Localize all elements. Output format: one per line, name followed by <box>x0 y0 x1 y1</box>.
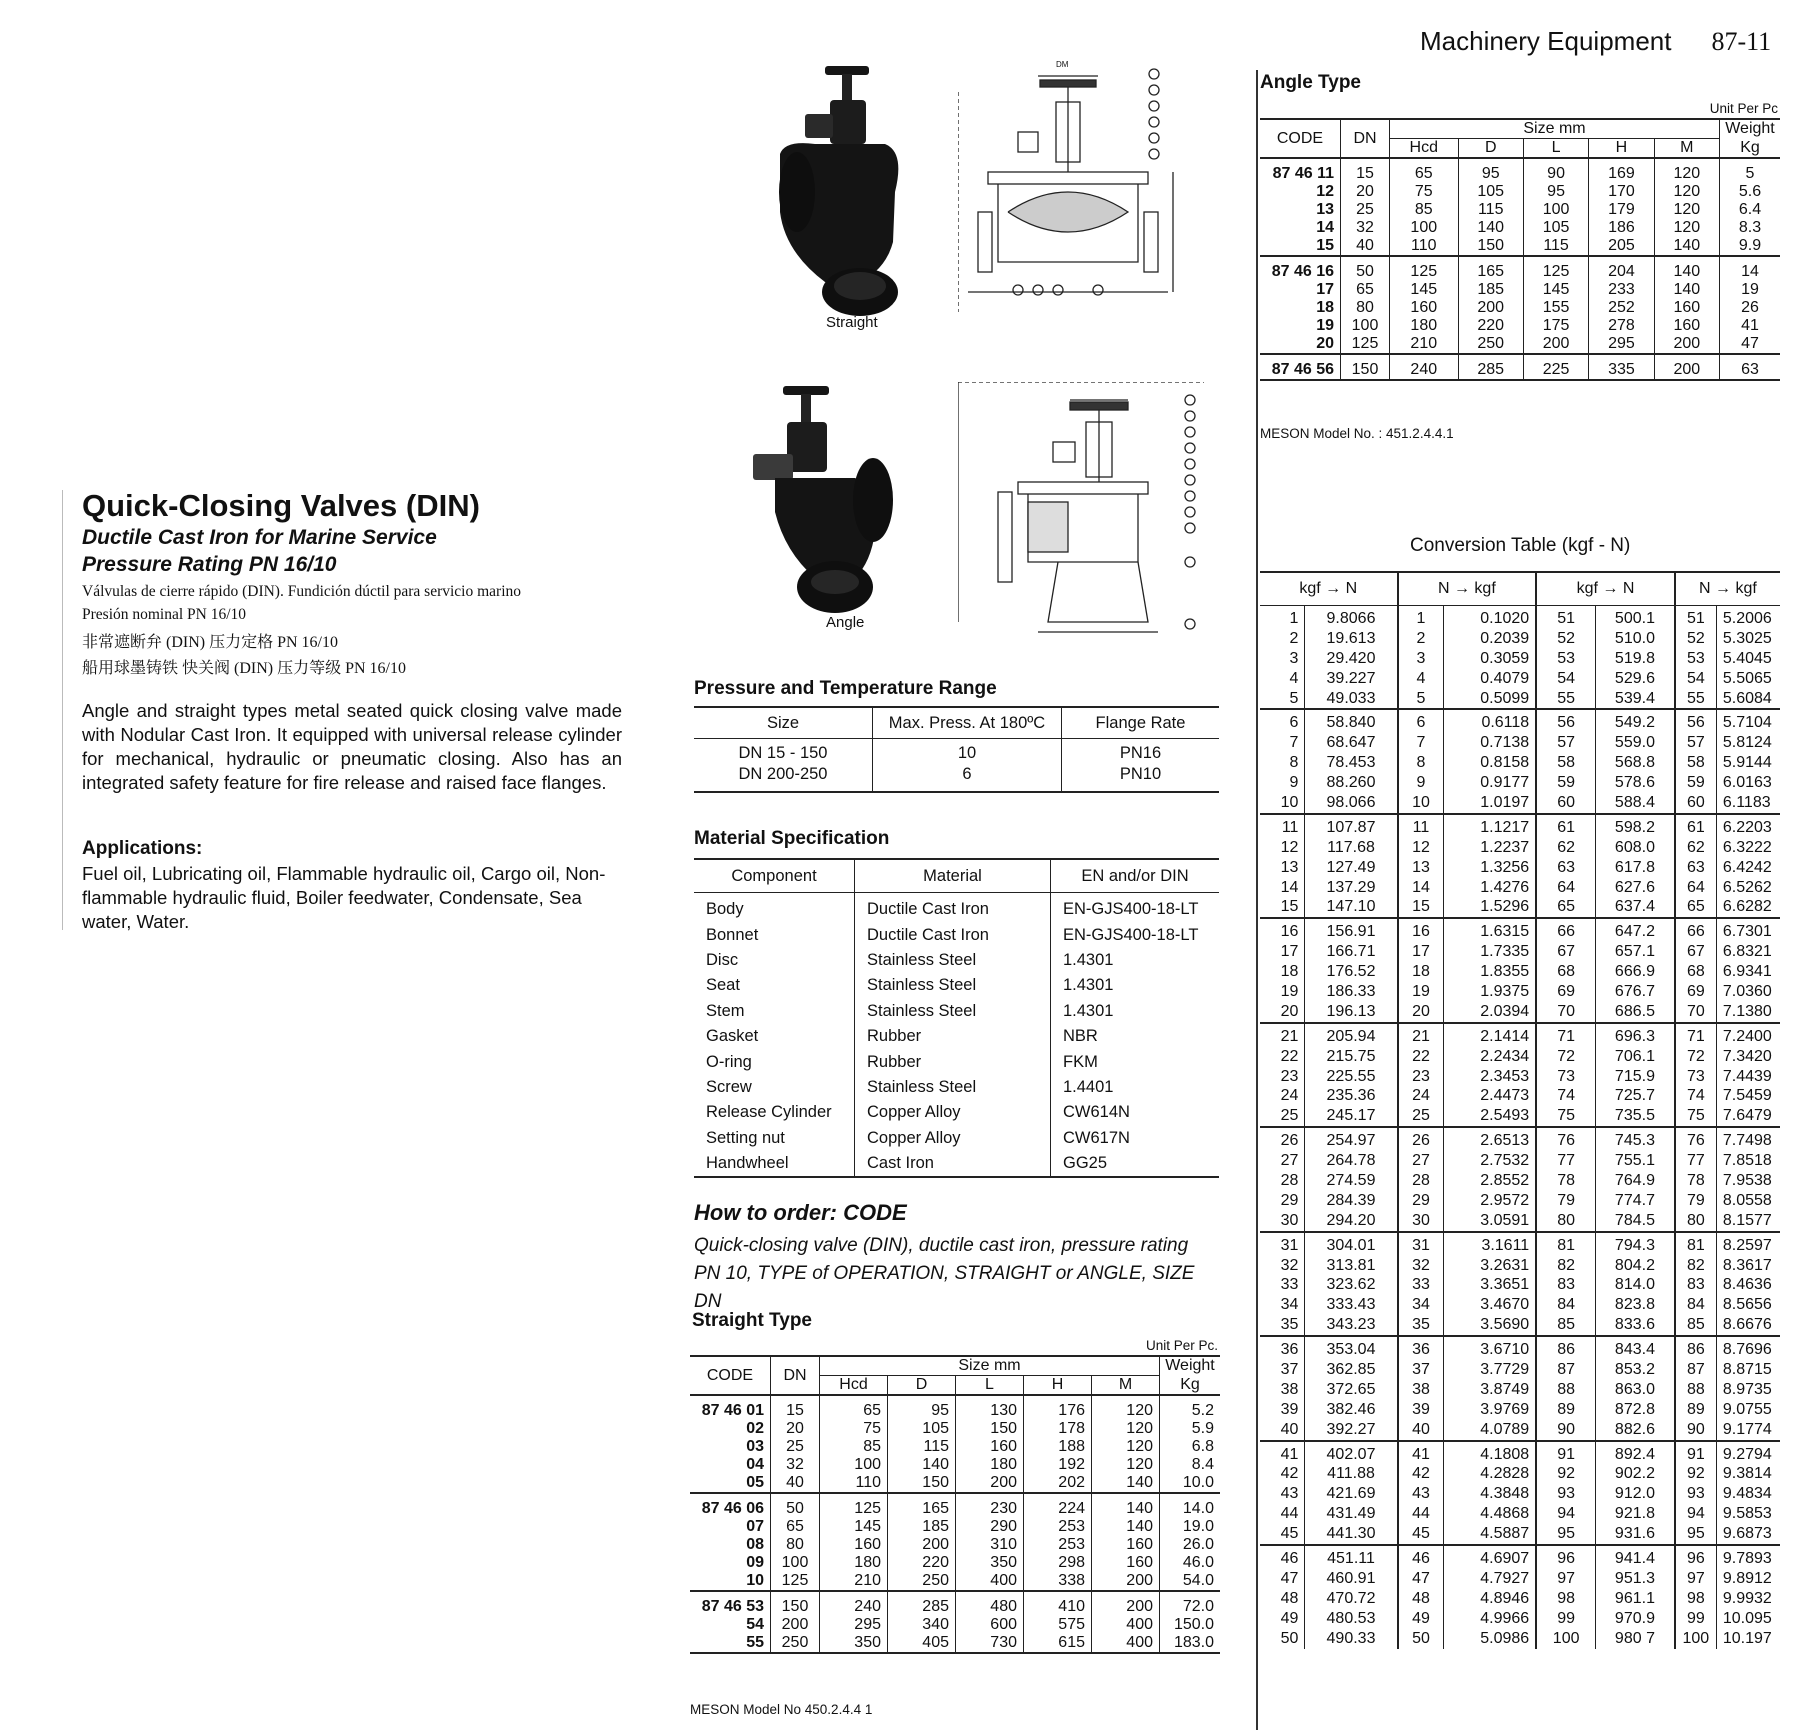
conv-head-2: N → kgf <box>1398 572 1537 606</box>
table-row: 6 58.840 6 0.6118 56 549.2 56 5.7104 <box>1260 709 1780 733</box>
straight-caption: Straight <box>826 314 878 331</box>
col-hcd: Hcd <box>820 1376 888 1396</box>
table-row: 13 127.49 13 1.3256 63 617.8 63 6.4242 <box>1260 858 1780 878</box>
table-row: 41 402.07 41 4.1808 91 892.4 91 9.2794 <box>1260 1441 1780 1465</box>
straight-unit: Unit Per Pc. <box>1145 1338 1218 1353</box>
table-row: Bonnet Ductile Cast Iron EN-GJS400-18-LT <box>694 922 1219 947</box>
table-row: 45 441.30 45 4.5887 95 931.6 95 9.6873 <box>1260 1524 1780 1545</box>
col-l: L <box>1523 139 1588 159</box>
table-row: 7 68.647 7 0.7138 57 559.0 57 5.8124 <box>1260 733 1780 753</box>
table-row: 11 107.87 11 1.1217 61 598.2 61 6.2203 <box>1260 814 1780 838</box>
table-row: 05 40 110 150 200 202 140 10.0 <box>690 1474 1220 1493</box>
table-row: Release Cylinder Copper Alloy CW614N <box>694 1100 1219 1125</box>
pressure-rating-subtitle: Pressure Rating PN 16/10 <box>82 553 337 576</box>
applications-text: Fuel oil, Lubricating oil, Flammable hydraulic oil, Cargo oil, Non-flammable hydraulic fluid, Boiler feedwater, Condensate, Sea water, Water. <box>82 863 606 932</box>
margin-rule <box>62 490 63 930</box>
material-table <box>694 858 1219 1178</box>
product-subtitle: Ductile Cast Iron for Marine Service <box>82 526 437 549</box>
col-code: CODE <box>690 1356 771 1395</box>
table-row: Gasket Rubber NBR <box>694 1024 1219 1049</box>
straight-valve-photo <box>745 62 925 322</box>
material-col-component: Component <box>694 859 855 893</box>
applications-heading: Applications: <box>82 838 203 859</box>
table-row: 26 254.97 26 2.6513 76 745.3 76 7.7498 <box>1260 1127 1780 1151</box>
pressure-col-max: Max. Press. At 180ºC <box>873 707 1062 739</box>
col-size: Size mm <box>1390 119 1720 139</box>
table-row: 18 176.52 18 1.8355 68 666.9 68 6.9341 <box>1260 962 1780 982</box>
table-row: 49 480.53 49 4.9966 99 970.9 99 10.095 <box>1260 1609 1780 1629</box>
table-row: 33 323.62 33 3.3651 83 814.0 83 8.4636 <box>1260 1276 1780 1296</box>
angle-heading: Angle Type <box>1260 72 1361 93</box>
material-col-standard: EN and/or DIN <box>1051 859 1220 893</box>
table-row: DN 200-250 6 PN10 <box>694 764 1219 792</box>
col-d: D <box>1458 139 1523 159</box>
spanish-title: Válvulas de cierre rápido (DIN). Fundición dúctil para servicio marino <box>82 583 522 600</box>
table-row: 28 274.59 28 2.8552 78 764.9 78 7.9538 <box>1260 1171 1780 1191</box>
conversion-table <box>1260 571 1780 1649</box>
table-row: Seat Stainless Steel 1.4301 <box>694 973 1219 998</box>
col-m: M <box>1092 1376 1160 1396</box>
pressure-col-size: Size <box>694 707 873 739</box>
chinese-title: 船用球墨铸铁 快关阀 (DIN) 压力等级 PN 16/10 <box>82 660 406 677</box>
dm-label: DM <box>1056 60 1069 69</box>
table-row: 22 215.75 22 2.2434 72 706.1 72 7.3420 <box>1260 1047 1780 1067</box>
angle-valve-drawing <box>958 382 1208 642</box>
table-row: 04 32 100 140 180 192 120 8.4 <box>690 1456 1220 1474</box>
table-row: 43 421.69 43 4.3848 93 912.0 93 9.4834 <box>1260 1484 1780 1504</box>
table-row: 27 264.78 27 2.7532 77 755.1 77 7.8518 <box>1260 1151 1780 1171</box>
conv-head-1: kgf → N <box>1260 572 1398 606</box>
table-row: 19 186.33 19 1.9375 69 676.7 69 7.0360 <box>1260 982 1780 1002</box>
table-row: 87 46 01 15 65 95 130 176 120 5.2 <box>690 1395 1220 1420</box>
material-heading: Material Specification <box>694 828 890 849</box>
spanish-rating: Presión nominal PN 16/10 <box>82 606 247 623</box>
table-row: 03 25 85 115 160 188 120 6.8 <box>690 1438 1220 1456</box>
page-number: 87-11 <box>1711 27 1772 56</box>
japanese-title: 非常遮断弁 (DIN) 压力定格 PN 16/10 <box>82 634 338 651</box>
conversion-title: Conversion Table (kgf - N) <box>1410 535 1631 556</box>
table-row: Stem Stainless Steel 1.4301 <box>694 999 1219 1024</box>
order-heading: How to order: CODE <box>694 1200 907 1225</box>
column-divider <box>1256 70 1258 1730</box>
table-row: 40 392.27 40 4.0789 90 882.6 90 9.1774 <box>1260 1420 1780 1441</box>
table-row: 35 343.23 35 3.5690 85 833.6 85 8.6676 <box>1260 1315 1780 1336</box>
pressure-table <box>694 706 1219 793</box>
table-row: 18 80 160 200 155 252 160 26 <box>1260 299 1780 317</box>
table-row: 50 490.33 50 5.0986 100 980 7 100 10.197 <box>1260 1629 1780 1649</box>
table-row: Disc Stainless Steel 1.4301 <box>694 948 1219 973</box>
conv-head-4: N → kgf <box>1675 572 1780 606</box>
col-weight: Weight <box>1160 1356 1221 1376</box>
table-row: 08 80 160 200 310 253 160 26.0 <box>690 1536 1220 1554</box>
table-row: DN 15 - 150 10 PN16 <box>694 739 1219 765</box>
table-row: Handwheel Cast Iron GG25 <box>694 1151 1219 1177</box>
table-row: Body Ductile Cast Iron EN-GJS400-18-LT <box>694 893 1219 923</box>
table-row: 12 20 75 105 95 170 120 5.6 <box>1260 183 1780 201</box>
table-row: 13 25 85 115 100 179 120 6.4 <box>1260 201 1780 219</box>
table-row: 02 20 75 105 150 178 120 5.9 <box>690 1420 1220 1438</box>
col-l: L <box>956 1376 1024 1396</box>
product-title: Quick-Closing Valves (DIN) <box>82 488 480 523</box>
table-row: 4 39.227 4 0.4079 54 529.6 54 5.5065 <box>1260 669 1780 689</box>
col-d: D <box>888 1376 956 1396</box>
table-row: 21 205.94 21 2.1414 71 696.3 71 7.2400 <box>1260 1023 1780 1047</box>
table-row: 34 333.43 34 3.4670 84 823.8 84 8.5656 <box>1260 1295 1780 1315</box>
table-row: 3 29.420 3 0.3059 53 519.8 53 5.4045 <box>1260 649 1780 669</box>
table-row: 5 49.033 5 0.5099 55 539.4 55 5.6084 <box>1260 689 1780 710</box>
table-row: 44 431.49 44 4.4868 94 921.8 94 9.5853 <box>1260 1504 1780 1524</box>
table-row: O-ring Rubber FKM <box>694 1049 1219 1074</box>
table-row: 10 98.066 10 1.0197 60 588.4 60 6.1183 <box>1260 793 1780 814</box>
col-code: CODE <box>1260 119 1341 158</box>
table-row: 23 225.55 23 2.3453 73 715.9 73 7.4439 <box>1260 1067 1780 1087</box>
table-row: 17 65 145 185 145 233 140 19 <box>1260 281 1780 299</box>
table-row: 54 200 295 340 600 575 400 150.0 <box>690 1616 1220 1634</box>
table-row: 15 40 110 150 115 205 140 9.9 <box>1260 237 1780 256</box>
order-text: Quick-closing valve (DIN), ductile cast iron, pressure rating PN 10, TYPE of OPERATION, STRAIGHT or ANGLE, SIZE DN <box>694 1235 1195 1312</box>
table-row: 17 166.71 17 1.7335 67 657.1 67 6.8321 <box>1260 942 1780 962</box>
col-hcd: Hcd <box>1390 139 1459 159</box>
straight-valve-drawing <box>958 62 1208 327</box>
col-dn: DN <box>771 1356 820 1395</box>
table-row: 07 65 145 185 290 253 140 19.0 <box>690 1518 1220 1536</box>
angle-valve-photo <box>745 382 915 622</box>
material-col-material: Material <box>855 859 1051 893</box>
table-row: 55 250 350 405 730 615 400 183.0 <box>690 1634 1220 1653</box>
table-row: Screw Stainless Steel 1.4401 <box>694 1075 1219 1100</box>
pressure-col-flange: Flange Rate <box>1062 707 1220 739</box>
angle-caption: Angle <box>826 614 865 631</box>
table-row: 25 245.17 25 2.5493 75 735.5 75 7.6479 <box>1260 1106 1780 1127</box>
col-kg: Kg <box>1720 139 1781 159</box>
angle-type-table <box>1260 118 1780 381</box>
table-row: 9 88.260 9 0.9177 59 578.6 59 6.0163 <box>1260 773 1780 793</box>
table-row: 20 125 210 250 200 295 200 47 <box>1260 335 1780 354</box>
table-row: 30 294.20 30 3.0591 80 784.5 80 8.1577 <box>1260 1211 1780 1232</box>
table-row: 87 46 06 50 125 165 230 224 140 14.0 <box>690 1493 1220 1518</box>
table-row: 37 362.85 37 3.7729 87 853.2 87 8.8715 <box>1260 1360 1780 1380</box>
table-row: 48 470.72 48 4.8946 98 961.1 98 9.9932 <box>1260 1589 1780 1609</box>
table-row: 32 313.81 32 3.2631 82 804.2 82 8.3617 <box>1260 1256 1780 1276</box>
straight-type-table <box>690 1355 1220 1654</box>
table-row: 87 46 53 150 240 285 480 410 200 72.0 <box>690 1591 1220 1616</box>
straight-heading: Straight Type <box>692 1310 812 1331</box>
table-row: 1 9.8066 1 0.1020 51 500.1 51 5.2006 <box>1260 606 1780 629</box>
col-h: H <box>1024 1376 1092 1396</box>
section-title: Machinery Equipment <box>1420 26 1672 56</box>
table-row: 87 46 11 15 65 95 90 169 120 5 <box>1260 158 1780 183</box>
col-kg: Kg <box>1160 1376 1221 1396</box>
table-row: 2 19.613 2 0.2039 52 510.0 52 5.3025 <box>1260 629 1780 649</box>
pressure-heading: Pressure and Temperature Range <box>694 678 997 699</box>
table-row: 36 353.04 36 3.6710 86 843.4 86 8.7696 <box>1260 1336 1780 1360</box>
col-size: Size mm <box>820 1356 1160 1376</box>
table-row: 14 137.29 14 1.4276 64 627.6 64 6.5262 <box>1260 878 1780 898</box>
table-row: 19 100 180 220 175 278 160 41 <box>1260 317 1780 335</box>
table-row: 15 147.10 15 1.5296 65 637.4 65 6.6282 <box>1260 897 1780 918</box>
conv-head-3: kgf → N <box>1536 572 1675 606</box>
table-row: 39 382.46 39 3.9769 89 872.8 89 9.0755 <box>1260 1400 1780 1420</box>
col-weight: Weight <box>1720 119 1781 139</box>
straight-model-number: MESON Model No 450.2.4.4 1 <box>690 1702 873 1717</box>
table-row: 14 32 100 140 105 186 120 8.3 <box>1260 219 1780 237</box>
col-m: M <box>1654 139 1719 159</box>
table-row: 31 304.01 31 3.1611 81 794.3 81 8.2597 <box>1260 1232 1780 1256</box>
table-row: 09 100 180 220 350 298 160 46.0 <box>690 1554 1220 1572</box>
table-row: 20 196.13 20 2.0394 70 686.5 70 7.1380 <box>1260 1002 1780 1023</box>
angle-model-number: MESON Model No. : 451.2.4.4.1 <box>1260 426 1454 441</box>
angle-unit: Unit Per Pc <box>1709 101 1778 116</box>
col-h: H <box>1589 139 1654 159</box>
table-row: 24 235.36 24 2.4473 74 725.7 74 7.5459 <box>1260 1086 1780 1106</box>
table-row: 42 411.88 42 4.2828 92 902.2 92 9.3814 <box>1260 1465 1780 1485</box>
product-description: Angle and straight types metal seated quick closing valve made with Nodular Cast Iron. It equipped with universal release cylinder for mechanical, hydraulic or pneumatic closing. Also has an integrated safety feature for fire release and raised face flanges. <box>82 700 622 793</box>
table-row: 87 46 56 150 240 285 225 335 200 63 <box>1260 354 1780 380</box>
table-row: Setting nut Copper Alloy CW617N <box>694 1126 1219 1151</box>
table-row: 16 156.91 16 1.6315 66 647.2 66 6.7301 <box>1260 918 1780 942</box>
table-row: 46 451.11 46 4.6907 96 941.4 96 9.7893 <box>1260 1545 1780 1569</box>
table-row: 87 46 16 50 125 165 125 204 140 14 <box>1260 256 1780 281</box>
table-row: 10 125 210 250 400 338 200 54.0 <box>690 1572 1220 1591</box>
table-row: 47 460.91 47 4.7927 97 951.3 97 9.8912 <box>1260 1569 1780 1589</box>
page-header <box>1420 26 1771 57</box>
table-row: 38 372.65 38 3.8749 88 863.0 88 8.9735 <box>1260 1380 1780 1400</box>
col-dn: DN <box>1341 119 1390 158</box>
table-row: 8 78.453 8 0.8158 58 568.8 58 5.9144 <box>1260 753 1780 773</box>
table-row: 12 117.68 12 1.2237 62 608.0 62 6.3222 <box>1260 838 1780 858</box>
table-row: 29 284.39 29 2.9572 79 774.7 79 8.0558 <box>1260 1191 1780 1211</box>
